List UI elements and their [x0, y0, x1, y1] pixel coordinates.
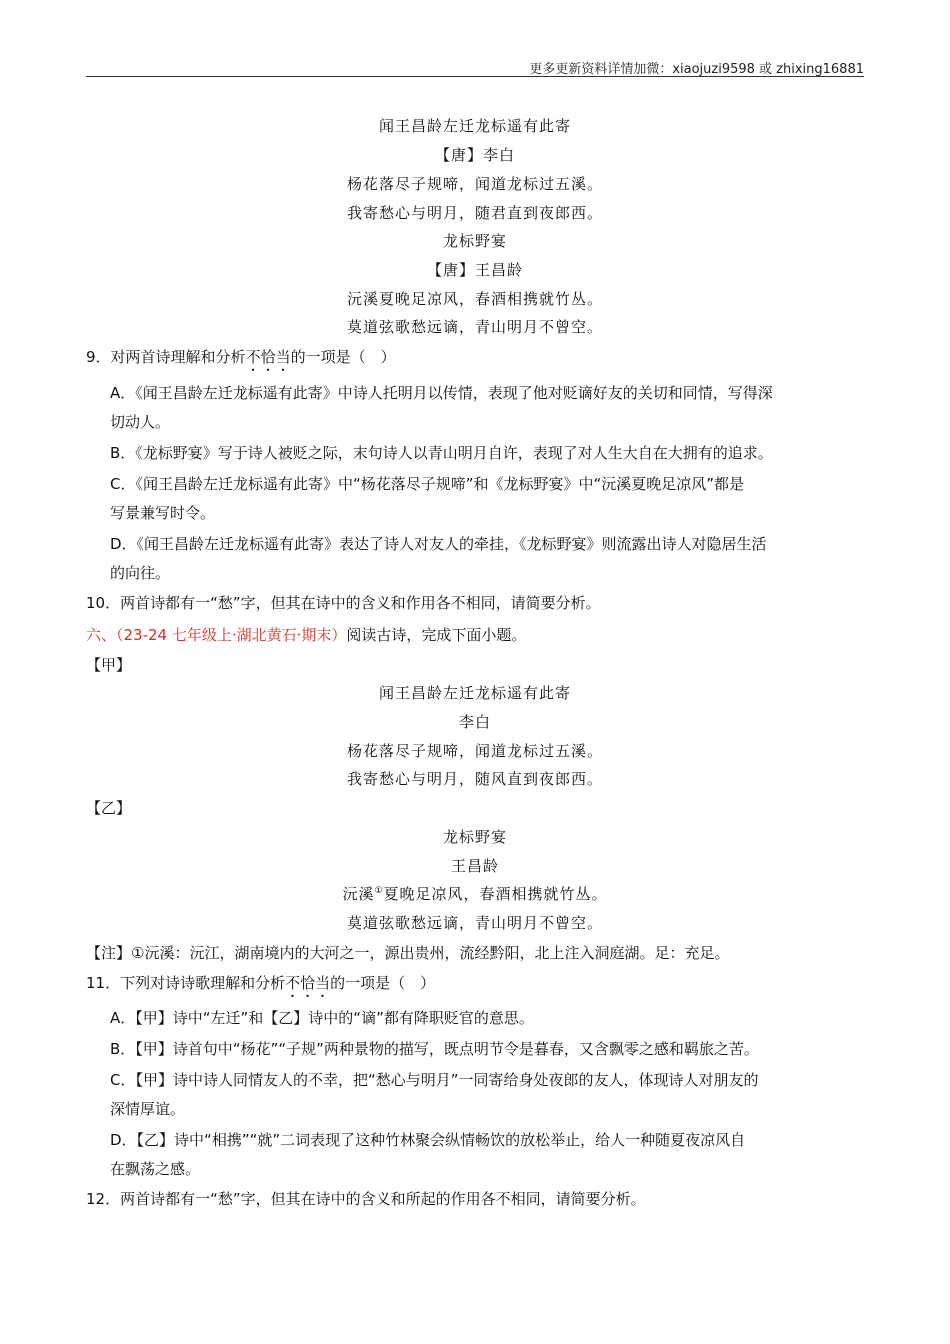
question-11: 11．下列对诗诗歌理解和分析不恰当的一项是（ ）	[86, 974, 436, 992]
poemA-line1: 杨花落尽子规啼，闻道龙标过五溪。	[346, 742, 603, 760]
poem2-author: 【唐】王昌龄	[426, 261, 523, 279]
page-header: 更多更新资料详情加微：xiaojuzi9598 或 zhixing16881	[529, 62, 864, 77]
poem2-title: 龙标野宴	[442, 232, 507, 250]
poemA-line2: 我寄愁心与明月，随风直到夜郎西。	[346, 770, 603, 788]
footnote-mark: ①	[374, 886, 384, 896]
header-divider	[86, 76, 864, 77]
q9-option-a-cont: 切动人。	[110, 413, 171, 431]
poemB-line2: 莫道弦歌愁远谪，青山明月不曾空。	[346, 914, 603, 932]
poemB-line1: 沅溪①夏晚足凉风，春酒相携就竹丛。	[342, 885, 608, 903]
q11-option-b: B．【甲】诗首句中“杨花”“子规”两种景物的描写，既点明节令是暮春，又含飘零之感和羁旅之苦。	[110, 1040, 759, 1058]
q9-option-d-cont: 的向往。	[110, 564, 171, 582]
poemA-title: 闻王昌龄左迁龙标遥有此寄	[378, 684, 571, 702]
poem2-line2: 莫道弦歌愁远谪，青山明月不曾空。	[346, 318, 603, 336]
poem1-line1: 杨花落尽子规啼，闻道龙标过五溪。	[346, 175, 603, 193]
poemB-author: 王昌龄	[450, 857, 499, 875]
poem1-line2: 我寄愁心与明月，随君直到夜郎西。	[346, 204, 603, 222]
q11-option-c-cont: 深情厚谊。	[110, 1100, 186, 1118]
q9-option-a: A．《闻王昌龄左迁龙标遥有此寄》中诗人托明月以传情，表现了他对贬谪好友的关切和同情，写得深	[110, 384, 773, 402]
question-9: 9．对两首诗理解和分析不恰当的一项是（ ）	[86, 348, 396, 366]
annotation: 【注】①沅溪：沅江，湖南境内的大河之一，源出贵州，流经黔阳，北上注入洞庭湖。足：充足。	[86, 944, 730, 962]
q9-option-d: D．《闻王昌龄左迁龙标遥有此寄》表达了诗人对友人的牵挂，《龙标野宴》则流露出诗人对隐居生活	[110, 535, 767, 553]
poem-b-label: 【乙】	[86, 799, 132, 817]
poemA-author: 李白	[458, 713, 491, 731]
q11-option-d: D．【乙】诗中“相携”“就”二词表现了这种竹林聚会纵情畅饮的放松举止，给人一种随夏夜凉风自	[110, 1131, 746, 1149]
section6-heading: 六、（23-24 七年级上·湖北黄石·期末）阅读古诗，完成下面小题。	[86, 626, 527, 644]
poem2-line1: 沅溪夏晚足凉风，春酒相携就竹丛。	[346, 290, 603, 308]
poem1-author: 【唐】李白	[434, 146, 515, 164]
q9-option-c: C．《闻王昌龄左迁龙标遥有此寄》中“杨花落尽子规啼”和《龙标野宴》中“沅溪夏晚足凉风”都是	[110, 475, 745, 493]
poem-a-label: 【甲】	[86, 656, 132, 674]
question-10: 10．两首诗都有一“愁”字，但其在诗中的含义和作用各不相同，请简要分析。	[86, 594, 601, 612]
q9-option-b: B．《龙标野宴》写于诗人被贬之际，末句诗人以青山明月自许，表现了对人生大自在大拥有的追求。	[110, 444, 773, 462]
question-12: 12．两首诗都有一“愁”字，但其在诗中的含义和所起的作用各不相同，请简要分析。	[86, 1190, 646, 1208]
q11-option-a: A．【甲】诗中“左迁”和【乙】诗中的“谪”都有降职贬官的意思。	[110, 1009, 534, 1027]
poem1-title: 闻王昌龄左迁龙标遥有此寄	[378, 117, 571, 135]
q9-option-c-cont: 写景兼写时令。	[110, 504, 216, 522]
poemB-title: 龙标野宴	[442, 828, 507, 846]
q11-option-d-cont: 在飘荡之感。	[110, 1160, 201, 1178]
q11-option-c: C．【甲】诗中诗人同情友人的不幸，把“愁心与明月”一同寄给身处夜郎的友人，体现诗人对朋友的	[110, 1071, 759, 1089]
